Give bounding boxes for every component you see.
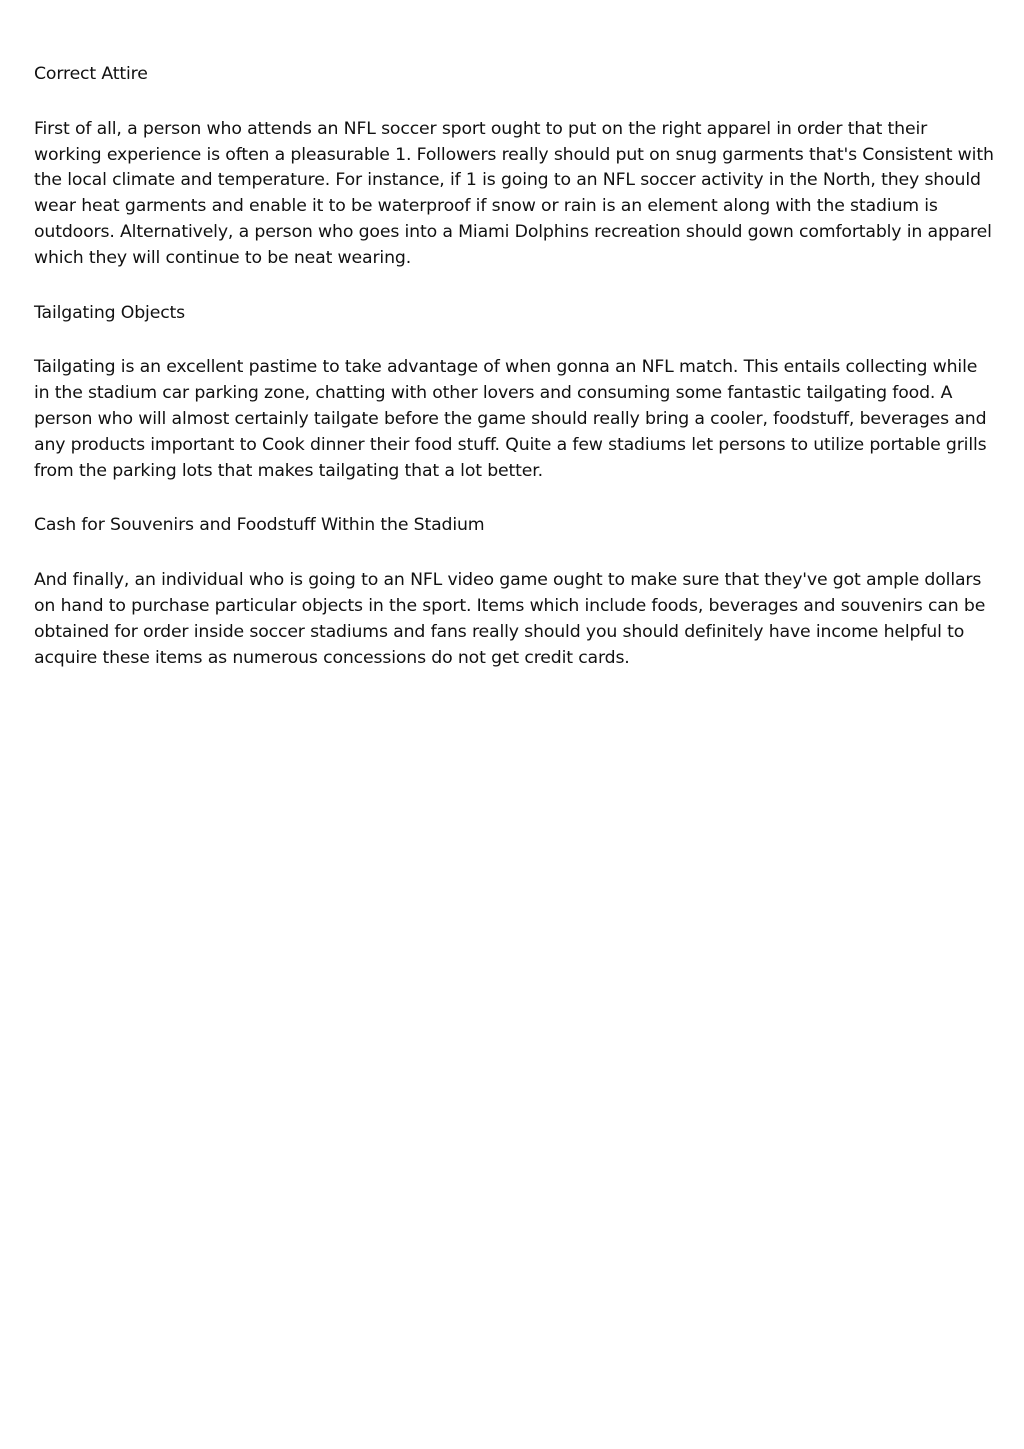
section-paragraph: First of all, a person who attends an NFL soccer sport ought to put on the right apparel in order that their working experience is often a pleasurable 1. Followers really should put on snug garments that's Consistent with the local climate and temperature. For instance, if 1 is going to an NFL soccer activity in the North, they should wear heat garments and enable it to be waterproof if snow or rain is an element along with the stadium is outdoors. Alternatively, a person who goes into a Miami Dolphins recreation should gown comfortably in apparel which they will continue to be neat wearing. [34,118,994,268]
section-tailgating-objects [34,301,994,485]
section-heading: Correct Attire [34,64,148,84]
section-correct-attire [34,62,994,272]
section-paragraph: And finally, an individual who is going to an NFL video game ought to make sure that they've got ample dollars on hand to purchase particular objects in the sport. Items which include foods, beverages and souvenirs can be obtained for order inside soccer stadiums and fans really should you should definitely have income helpful to acquire these items as numerous concessions do not get credit cards. [34,570,986,668]
document-page [34,62,994,700]
section-cash-souvenirs [34,513,994,671]
section-heading: Cash for Souvenirs and Foodstuff Within the Stadium [34,515,485,536]
section-heading: Tailgating Objects [34,302,186,323]
section-paragraph: Tailgating is an excellent pastime to take advantage of when gonna an NFL match. This entails collecting while in the stadium car parking zone, chatting with other lovers and consuming some fantastic tailgating food. A person who will almost certainly tailgate before the game should really bring a cooler, foodstuff, beverages and any products important to Cook dinner their food stuff. Quite a few stadiums let persons to utilize portable grills from the parking lots that makes tailgating that a lot better. [34,357,987,481]
